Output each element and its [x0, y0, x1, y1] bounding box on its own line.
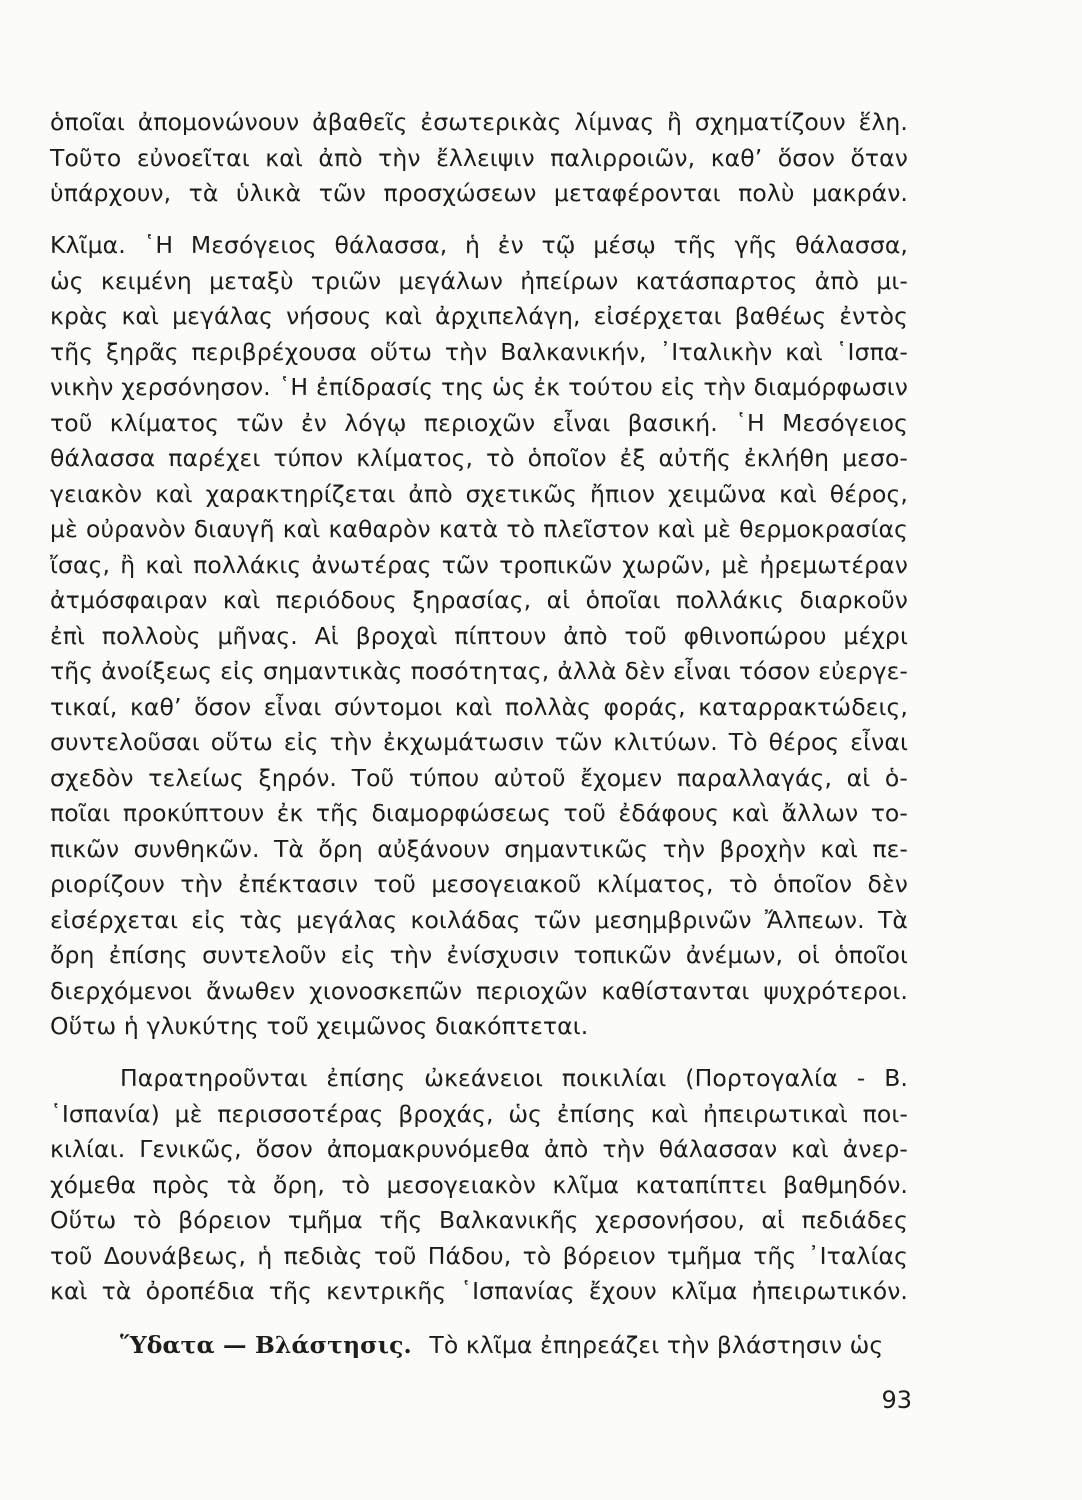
section-klima-first-line: Κλῖμα. ῾Η Μεσόγειος θάλασσα, ἡ ἐν τῷ μέσῳ τῆς γῆς θάλασσα,	[50, 231, 908, 259]
text-line: τῆς ἀνοίξεως εἰς σημαντικὰς ποσότητας, ἀλλὰ δὲν εἶναι τόσον εὐεργε-	[50, 657, 908, 685]
text-line: μὲ οὐρανὸν διαυγῆ καὶ καθαρὸν κατὰ τὸ πλεῖστον καὶ μὲ θερμοκρασίας	[50, 515, 908, 543]
text-line: Τοῦτο εὐνοεῖται καὶ ἀπὸ τὴν ἔλλειψιν παλιρροιῶν, καθ’ ὅσον ὅταν	[50, 144, 908, 172]
text-line: νικὴν χερσόνησον. ῾Η ἐπίδρασίς της ὡς ἐκ τούτου εἰς τὴν διαμόρφωσιν	[50, 373, 908, 401]
text-line: συντελοῦσαι οὕτω εἰς τὴν ἐκχωμάτωσιν τῶν κλιτύων. Τὸ θέρος εἶναι	[50, 728, 908, 756]
text-line: Οὕτω ἡ γλυκύτης τοῦ χειμῶνος διακόπτεται.	[50, 1012, 589, 1040]
text-line: χόμεθα πρὸς τὰ ὄρη, τὸ μεσογειακὸν κλῖμα καταπίπτει βαθμηδόν.	[50, 1171, 908, 1199]
text-line: ποῖαι προκύπτουν ἐκ τῆς διαμορφώσεως τοῦ ἐδάφους καὶ ἄλλων το-	[50, 799, 908, 827]
text-line: ὡς κειμένη μεταξὺ τριῶν μεγάλων ἠπείρων κατάσπαρτος ἀπὸ μι-	[50, 267, 908, 295]
text-line: σχεδὸν τελείως ξηρόν. Τοῦ τύπου αὐτοῦ ἔχομεν παραλλαγάς, αἱ ὁ-	[50, 764, 908, 792]
text-line: πικῶν συνθηκῶν. Τὰ ὄρη αὐξάνουν σημαντικῶς τὴν βροχὴν καὶ πε-	[50, 835, 908, 863]
text-line: τικαί, καθ’ ὅσον εἶναι σύντομοι καὶ πολλὰς φοράς, καταρρακτώδεις,	[50, 693, 908, 721]
text-line: ἐπὶ πολλοὺς μῆνας. Αἱ βροχαὶ πίπτουν ἀπὸ τοῦ φθινοπώρου μέχρι	[50, 622, 908, 650]
text-line: κιλίαι. Γενικῶς, ὅσον ἀπομακρυνόμεθα ἀπὸ τὴν θάλασσαν καὶ ἀνερ-	[50, 1135, 908, 1163]
text-line: ὁποῖαι ἀπομονώνουν ἀβαθεῖς ἐσωτερικὰς λίμνας ἢ σχηματίζουν ἕλη.	[50, 108, 908, 136]
text-line: ἀτμόσφαιραν καὶ περιόδους ξηρασίας, αἱ ὁποῖαι πολλάκις διαρκοῦν	[50, 586, 908, 614]
text-line: θάλασσα παρέχει τύπον κλίματος, τὸ ὁποῖον ἐξ αὐτῆς ἐκλήθη μεσο-	[50, 444, 908, 472]
text-line: ῾Ισπανία) μὲ περισσοτέρας βροχάς, ὡς ἐπίσης καὶ ἠπειρωτικαὶ ποι-	[50, 1100, 908, 1128]
text-line: τῆς ξηρᾶς περιβρέχουσα οὕτω τὴν Βαλκανικήν, ᾿Ιταλικὴν καὶ ῾Ισπα-	[50, 338, 908, 366]
text-line: ριορίζουν τὴν ἐπέκτασιν τοῦ μεσογειακοῦ κλίματος, τὸ ὁποῖον δὲν	[50, 870, 908, 898]
text-line: κρὰς καὶ μεγάλας νήσους καὶ ἀρχιπελάγη, εἰσέρχεται βαθέως ἐντὸς	[50, 302, 908, 330]
text-line: Οὕτω τὸ βόρειον τμῆμα τῆς Βαλκανικῆς χερσονήσου, αἱ πεδιάδες	[50, 1206, 908, 1234]
paragraph-first-line: Παρατηροῦνται ἐπίσης ὠκεάνειοι ποικιλίαι (Πορτογαλία - Β.	[120, 1064, 908, 1092]
section-udata-first-line	[120, 1330, 908, 1360]
text-line: διερχόμενοι ἄνωθεν χιονοσκεπῶν περιοχῶν καθίστανται ψυχρότεροι.	[50, 977, 908, 1005]
text-line: εἰσέρχεται εἰς τὰς μεγάλας κοιλάδας τῶν μεσημβρινῶν Ἄλπεων. Τὰ	[50, 906, 908, 934]
section-text: Τὸ κλῖμα ἐπηρεάζει τὴν βλάστησιν ὡς	[429, 1331, 884, 1359]
section-heading: Ὕδατα — Βλάστησις.	[120, 1331, 412, 1359]
text-line: τοῦ Δουνάβεως, ἡ πεδιὰς τοῦ Πάδου, τὸ βόρειον τμῆμα τῆς ᾿Ιταλίας	[50, 1242, 908, 1270]
text-line: καὶ τὰ ὀροπέδια τῆς κεντρικῆς ῾Ισπανίας ἔχουν κλῖμα ἠπειρωτικόν.	[50, 1277, 908, 1305]
text-line: τοῦ κλίματος τῶν ἐν λόγῳ περιοχῶν εἶναι βασική. ῾Η Μεσόγειος	[50, 409, 908, 437]
page-number: 93	[881, 1386, 912, 1414]
text-line: ὄρη ἐπίσης συντελοῦν εἰς τὴν ἐνίσχυσιν τοπικῶν ἀνέμων, οἱ ὁποῖοι	[50, 941, 908, 969]
text-line: ἴσας, ἢ καὶ πολλάκις ἀνωτέρας τῶν τροπικῶν χωρῶν, μὲ ἠρεμωτέραν	[50, 551, 908, 579]
text-line: ὑπάρχουν, τὰ ὑλικὰ τῶν προσχώσεων μεταφέρονται πολὺ μακράν.	[50, 179, 908, 207]
text-line: γειακὸν καὶ χαρακτηρίζεται ἀπὸ σχετικῶς ἤπιον χειμῶνα καὶ θέρος,	[50, 480, 908, 508]
